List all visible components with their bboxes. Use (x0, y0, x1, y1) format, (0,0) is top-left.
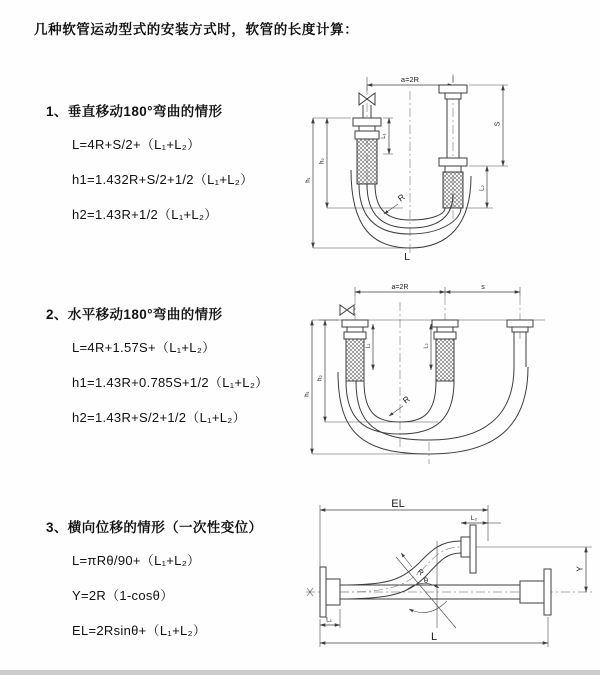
formula-line: h1=1.432R+S/2+1/2（L₁+L₂） (72, 172, 254, 187)
dimension-l2 (424, 324, 432, 370)
dim-label-y: Y (575, 566, 585, 572)
dim-label-r: R (415, 566, 426, 578)
radius-callout (384, 192, 407, 214)
dim-label-r: R (395, 191, 407, 204)
left-pipe-fitting (342, 320, 368, 381)
dimension-l1 (381, 118, 393, 154)
page-title: 几种软管运动型式的安装方式时，软管的长度计算： (34, 22, 359, 37)
right-flange (520, 569, 551, 615)
diagram-horizontal-180-bend (303, 282, 593, 468)
dim-label-h2: h₂ (319, 158, 326, 164)
braided-hose-section (436, 339, 454, 381)
dim-label-l: L (430, 631, 438, 643)
dimension-s (469, 85, 508, 166)
right-pipe-fitting (507, 320, 533, 367)
section-vertical-180 (46, 100, 318, 239)
dim-label-theta: θ (423, 576, 429, 585)
section-heading: 3、横向位移的情形（一次性变位） (46, 520, 263, 535)
hose-displaced-position (340, 541, 461, 599)
dimension-a2r (355, 284, 520, 296)
dim-label-l1: L₁ (365, 343, 372, 349)
dim-label-a2r: a=2R (391, 284, 409, 291)
formula-line: h2=1.43R+S/2+1/2（L₁+L₂） (72, 410, 246, 425)
braided-hose-section (443, 172, 463, 208)
section-heading: 2、水平移动180°弯曲的情形 (46, 307, 223, 322)
dim-label-l2: L₂ (423, 343, 430, 349)
dim-label-el: EL (391, 498, 405, 510)
formula-line: L=4R+S/2+（L₁+L₂） (72, 137, 201, 152)
dimension-s (445, 284, 520, 292)
section-lateral-displacement (46, 516, 318, 655)
diagram-lateral-displacement (298, 497, 600, 664)
dimension-h2 (318, 320, 439, 422)
dim-label-h1: h₁ (304, 391, 311, 397)
formula-line: EL=2Rsinθ+（L₁+L₂） (72, 623, 207, 638)
hose-u-curves (338, 367, 528, 454)
dim-label-h2: h₂ (317, 375, 324, 381)
dim-label-s: S (494, 121, 502, 127)
dim-label-s: s (481, 284, 485, 291)
formula-line: h1=1.43R+0.785S+1/2（L₁+L₂） (72, 375, 269, 390)
dim-label-l1: L₁ (381, 133, 387, 139)
page-bottom-edge (0, 670, 600, 675)
dim-label-r: R (400, 393, 412, 406)
dimension-l2 (461, 515, 501, 523)
dimension-l1 (366, 324, 374, 370)
dim-label-l2: L₂ (479, 185, 486, 191)
dimension-l2 (465, 166, 493, 208)
dim-label-l1: L₁ (326, 616, 332, 624)
dim-label-a2r: a=2R (400, 75, 420, 84)
valve-icon (340, 305, 354, 315)
left-flange (320, 567, 340, 617)
formula-line: L=4R+1.57S+（L₁+L₂） (72, 340, 216, 355)
formula-line: Y=2R（1-cosθ） (72, 588, 174, 603)
middle-pipe-fitting (432, 320, 458, 381)
dim-label-l2: L₂ (470, 515, 478, 522)
section-heading: 1、垂直移动180°弯曲的情形 (46, 104, 223, 119)
upper-flange (461, 525, 476, 573)
diagram-vertical-180-bend (303, 58, 588, 263)
section-horizontal-180 (46, 303, 318, 442)
braided-hose-section (357, 139, 377, 184)
dim-label-h1: h₁ (305, 177, 312, 183)
braided-hose-section (346, 339, 364, 381)
dimension-l (320, 617, 548, 647)
formula-line: h2=1.43R+1/2（L₁+L₂） (72, 207, 218, 222)
formula-line: L=πRθ/90+（L₁+L₂） (72, 553, 201, 568)
dim-label-l: L (404, 251, 410, 263)
